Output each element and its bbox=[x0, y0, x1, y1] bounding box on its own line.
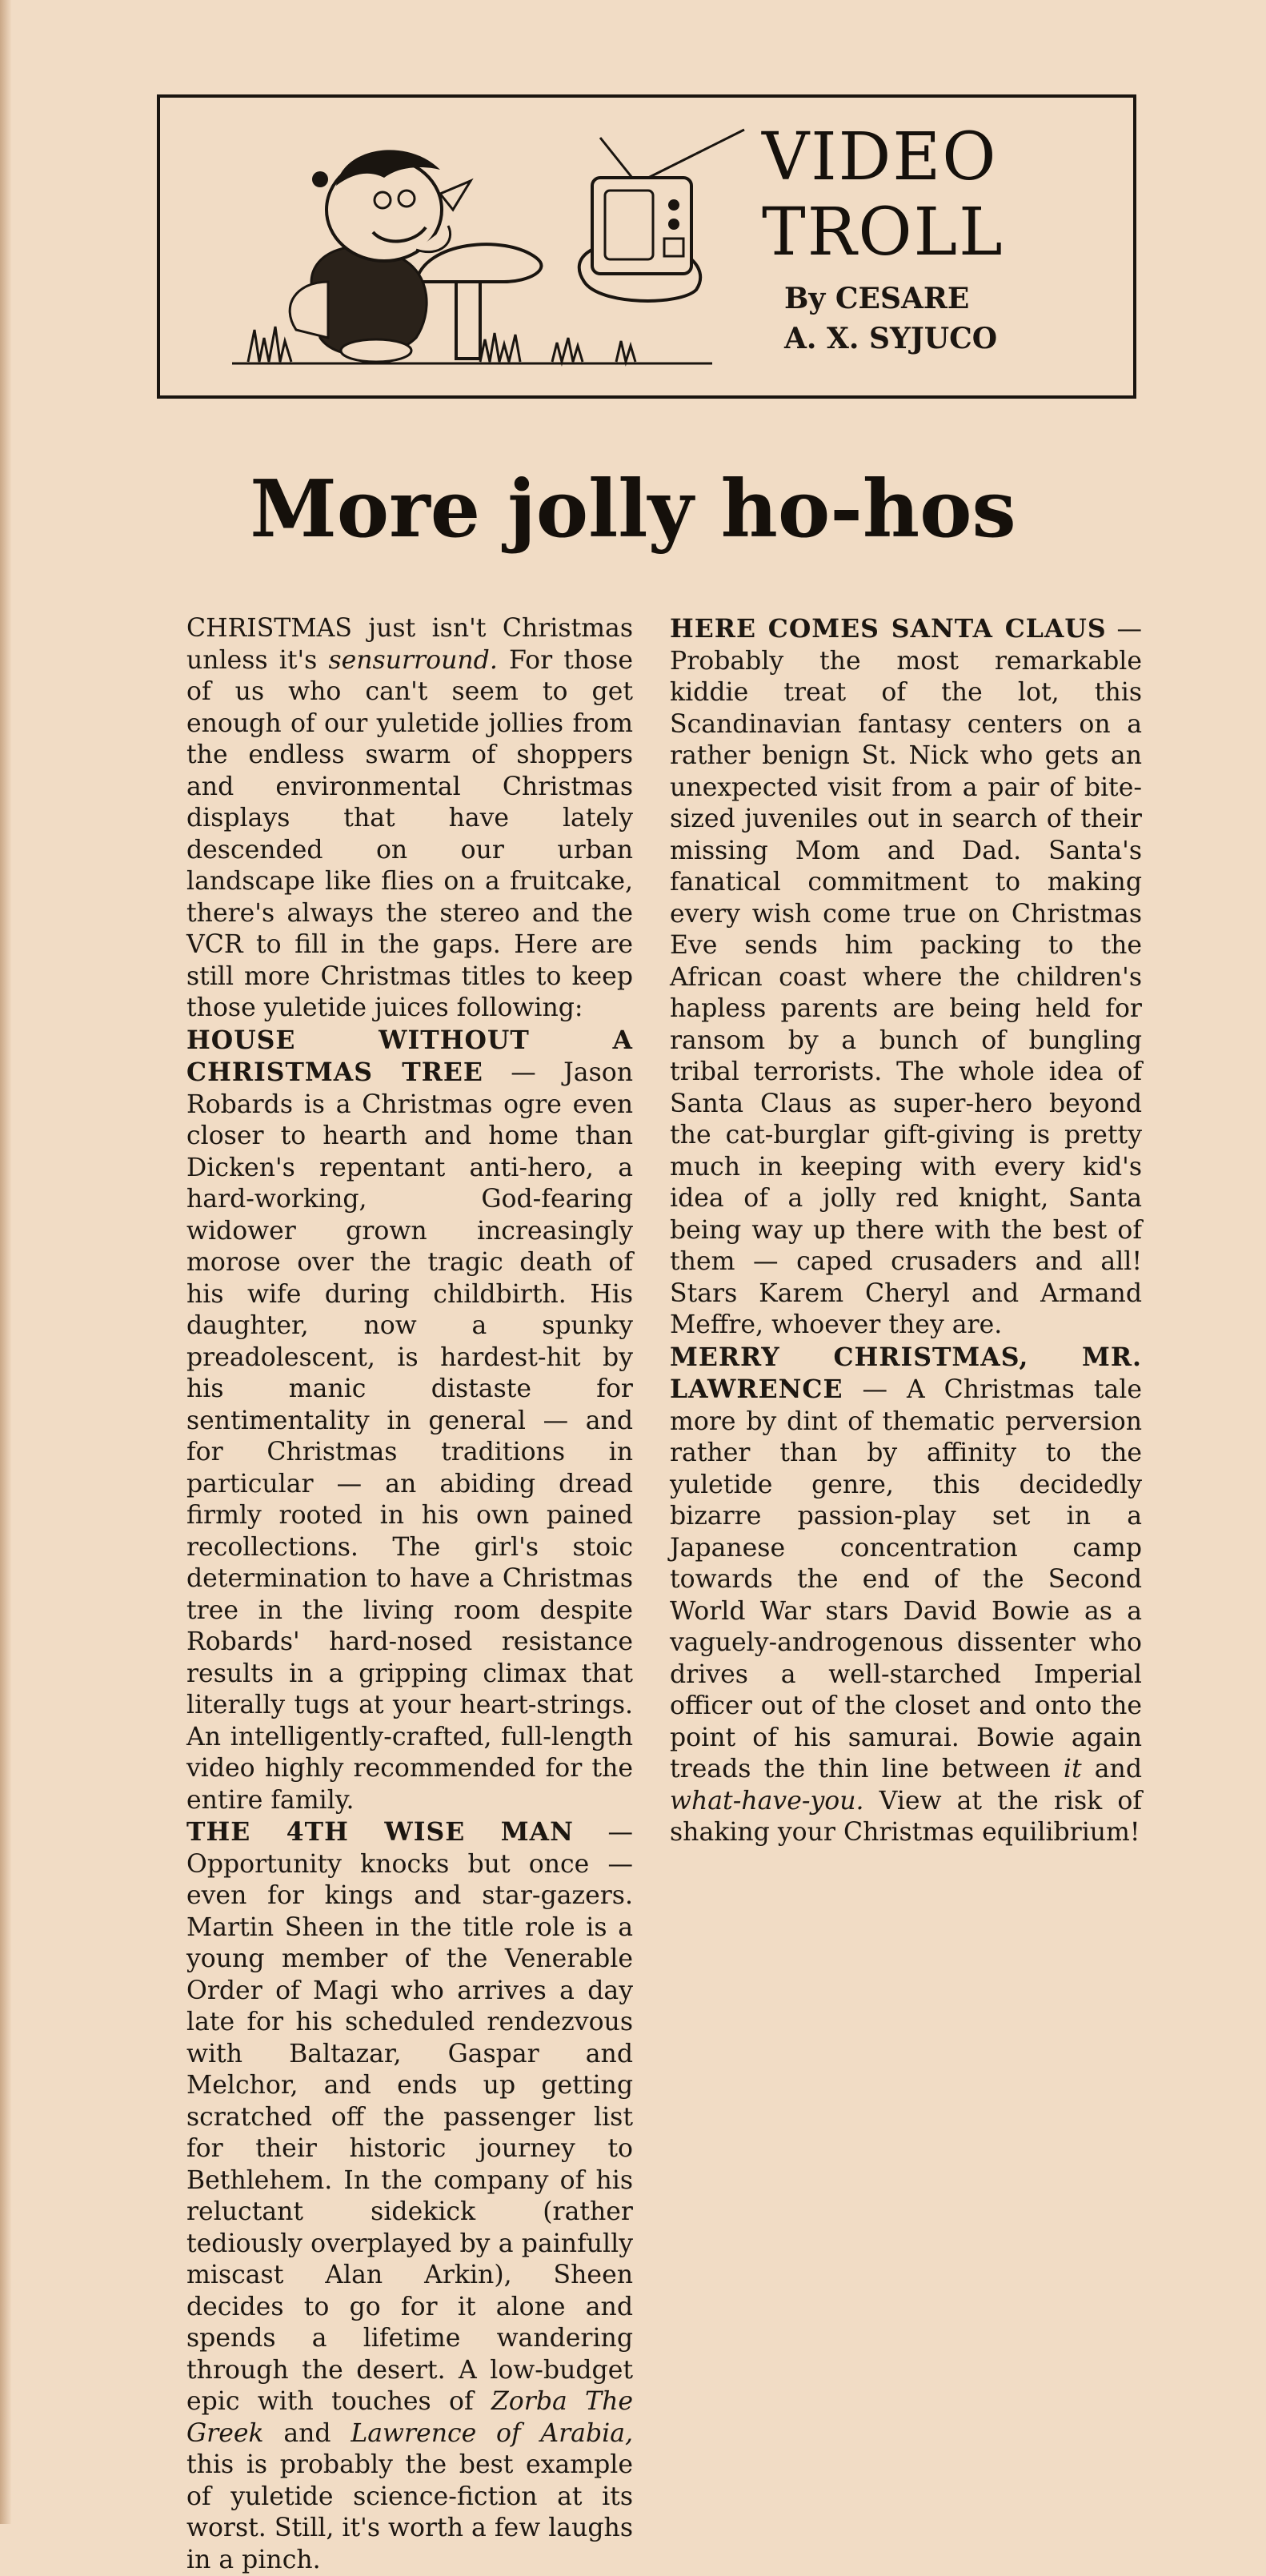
column-title-line-2: TROLL bbox=[762, 195, 1004, 271]
intro-paragraph bbox=[186, 613, 633, 1025]
page-edge bbox=[0, 0, 11, 2524]
review-body: — Opportunity knocks but once — even for kings and star-gazers. Martin Sheen in the title role is a young member of the Venerable Order of Magi who arrives a day late for his scheduled rendezvous with Baltazar, Gaspar and Melchor, and ends up getting scratched off the passenger list for their historic journey to Bethlehem. In the company of his reluctant sidekick (rather tediously overplayed by a painfully miscast Alan Arkin), Sheen decides to go for it alone and spends a lifetime wandering through the desert. A low-budget epic with touches of bbox=[186, 1818, 634, 2416]
emphasis: what-have-you. bbox=[670, 1786, 864, 1816]
review-title: MERRY CHRISTMAS, MR. LAWRENCE bbox=[670, 1342, 1142, 1404]
review-body-end: this is probably the best example of yuletide science-fiction at its worst. Still, it's worth a few laughs in a pinch. bbox=[186, 2450, 633, 2574]
intro-text-1: CHRISTMAS just isn't Christmas unless it's bbox=[186, 614, 633, 675]
review-title: HOUSE WITHOUT A CHRISTMAS TREE bbox=[186, 1025, 633, 1087]
review-body-connector: and bbox=[263, 2418, 351, 2448]
intro-text-2: For those of us who can't seem to get enough of our yuletide jollies from the endless swarm of shoppers and environmental Christmas displays that have lately descended on our urban landscape like flies on a fruitcake, there's always the stereo and the VCR to fill in the gaps. Here are still more Christmas titles to keep those yuletide juices following: bbox=[186, 645, 633, 1022]
review-title: THE 4TH WISE MAN bbox=[186, 1817, 574, 1847]
review-body: — A Christmas tale more by dint of thematic perversion rather than by affinity to the yuletide genre, this decidedly bizarre passion-play set in a Japanese concentration camp towards the end of the Second World War stars David Bowie as a vaguely-androgenous dissenter who drives a well-starched Imperial officer out of the closet and onto the point of his samurai. Bowie again treads the thin line between bbox=[670, 1375, 1142, 1784]
article-column-right bbox=[670, 613, 1142, 1849]
film-title: Lawrence of Arabia, bbox=[351, 2418, 633, 2448]
intro-emphasis: sensurround. bbox=[328, 645, 498, 675]
emphasis: it bbox=[1063, 1755, 1082, 1784]
review-body: — Probably the most remarkable kiddie treat of the lot, this Scandinavian fantasy centers on a rather benign St. Nick who gets an unexpected visit from a pair of bite-sized juveniles out in search of their missing Mom and Dad. Santa's fanatical commitment to making every wish come true on Christmas Eve sends him packing to the African coast where the children's hapless parents are being held for ransom by a bunch of bungling tribal terrorists. The whole idea of Santa Claus as super-hero beyond the cat-burglar gift-giving is pretty much in keeping with every kid's idea of a jolly red knight, Santa being way up there with the best of them — caped crusaders and all! Stars Karem Cheryl and Armand Meffre, whoever they are. bbox=[670, 615, 1143, 1339]
film-title: Zorba The Greek bbox=[186, 2387, 633, 2448]
byline-line-2: A. X. SYJUCO bbox=[784, 322, 998, 355]
review-the-4th-wise-man bbox=[186, 1816, 633, 2576]
review-body-end: View at the risk of shaking your Christmas equilibrium! bbox=[670, 1786, 1142, 1847]
article-headline: More jolly ho-hos bbox=[250, 463, 1016, 556]
review-body-connector: and bbox=[1081, 1755, 1142, 1784]
review-body: — Jason Robards is a Christmas ogre even closer to hearth and home than Dicken's repentant anti-hero, a hard-working, God-fearing widower grown increasingly morose over the tragic death of his wife during childbirth. His daughter, now a spunky preadolescent, is hardest-hit by his manic distaste for sentimentality in general — and for Christmas traditions in particular — an abiding dread firmly rooted in his own pained recollections. The girl's stoic determination to have a Christmas tree in the living room despite Robards' hard-nosed resistance results in a gripping climax that literally tugs at your heart-strings. An intelligently-crafted, full-length video highly recommended for the entire family. bbox=[186, 1058, 633, 1815]
review-house-without-a-christmas-tree bbox=[186, 1025, 633, 1817]
review-merry-christmas-mr-lawrence bbox=[670, 1342, 1142, 1849]
review-title: HERE COMES SANTA CLAUS bbox=[670, 614, 1107, 644]
column-header-box bbox=[157, 94, 1136, 399]
column-title bbox=[762, 120, 1138, 359]
byline-line-1: By CESARE bbox=[784, 282, 970, 315]
article-column-left bbox=[186, 613, 633, 2576]
review-here-comes-santa-claus bbox=[670, 613, 1142, 1342]
column-title-line-1: VIDEO bbox=[762, 119, 998, 195]
